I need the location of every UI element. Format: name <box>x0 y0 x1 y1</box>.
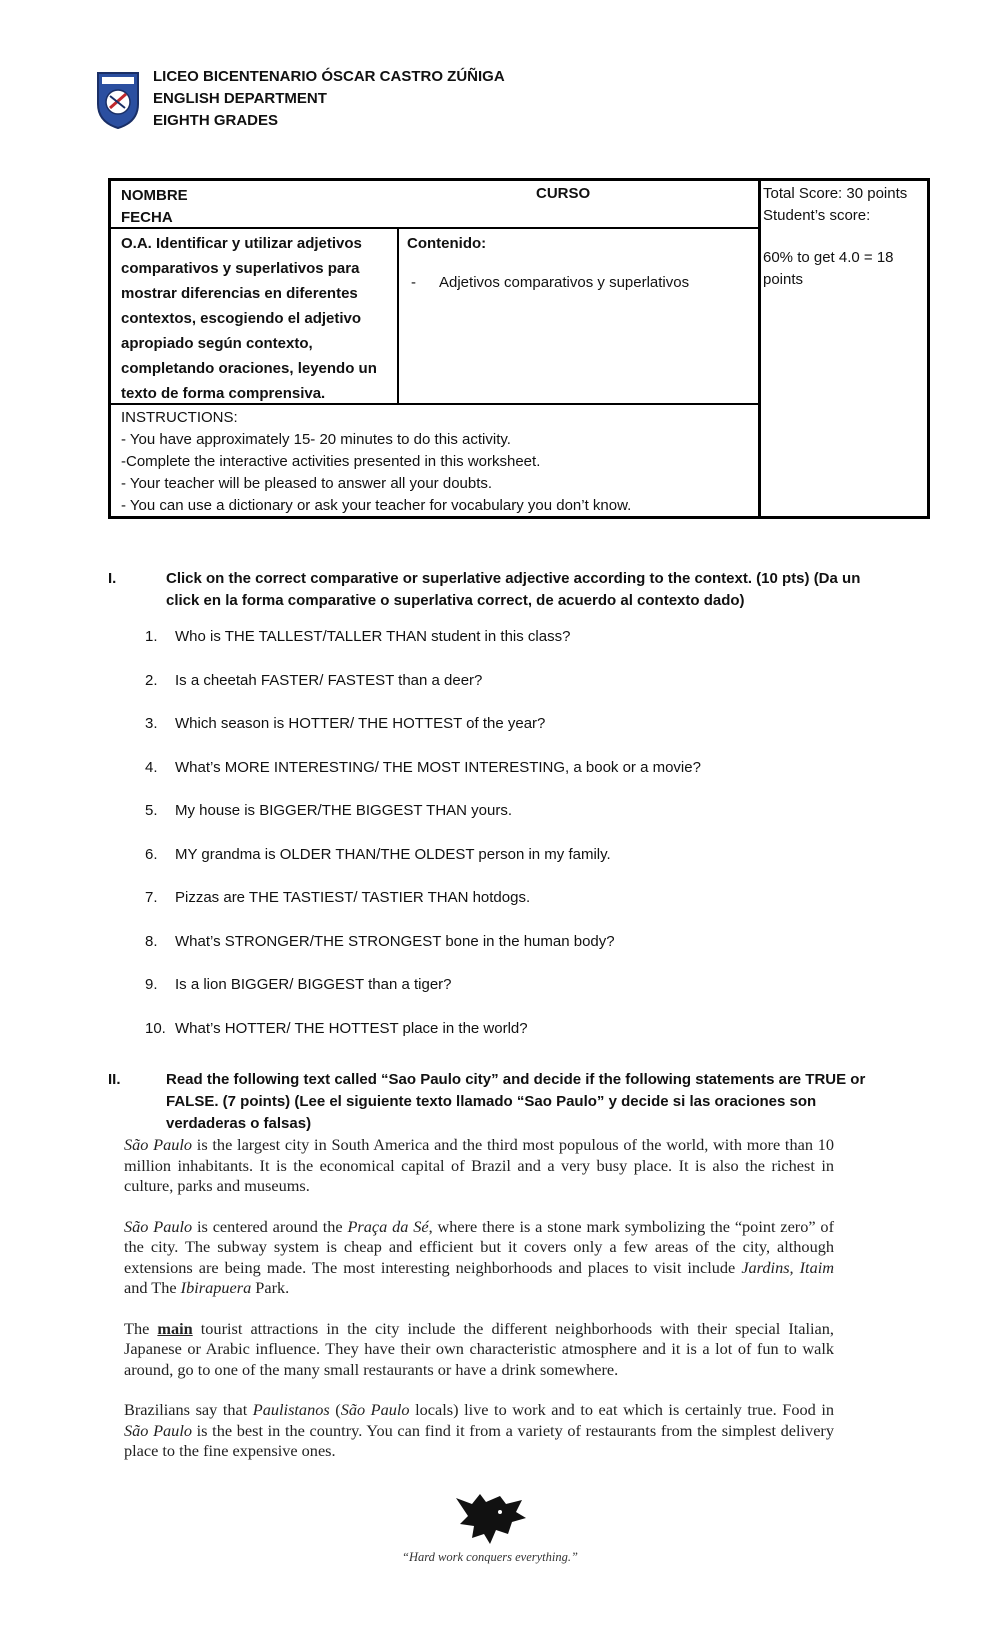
section-1-heading <box>108 568 888 612</box>
curso-label: CURSO <box>536 185 591 202</box>
question-text[interactable]: What’s STRONGER/THE STRONGEST bone in the human body? <box>175 932 615 950</box>
section-number: I. <box>108 570 117 587</box>
city-name: São Paulo <box>124 1135 193 1154</box>
question-item[interactable] <box>145 626 701 670</box>
total-score: Total Score: 30 points <box>763 185 908 202</box>
paragraph-text: tourist attractions in the city include the different neighborhoods with their special Italian, Japanese or Arabic influence. They have their own characteristic atmosphere and it is a lot of fun to walk around, go to one of the many small restaurants or have a drink somewhere. <box>124 1318 834 1379</box>
pass-requirement-unit: points <box>763 271 804 288</box>
instruction-line: - You have approximately 15- 20 minutes to do this activity. <box>121 431 511 448</box>
bullet-dash: - <box>411 274 416 291</box>
nombre-label: NOMBRE <box>121 187 188 204</box>
school-header <box>95 66 695 146</box>
table-divider <box>758 181 761 516</box>
question-number: 5. <box>145 802 158 819</box>
city-name: São Paulo <box>124 1420 192 1440</box>
question-text[interactable]: Pizzas are THE TASTIEST/ TASTIER THAN hotdogs. <box>175 889 531 906</box>
score-cell <box>763 183 928 291</box>
place-name: Praça da Sé <box>347 1216 429 1236</box>
question-text[interactable]: Is a lion BIGGER/ BIGGEST than a tiger? <box>175 976 452 993</box>
instructions-cell <box>121 407 751 517</box>
question-number: 2. <box>145 671 158 689</box>
content-cell <box>407 231 752 294</box>
school-crest-logo <box>95 70 141 130</box>
question-item[interactable] <box>145 931 701 975</box>
question-text[interactable]: My house is BIGGER/THE BIGGEST THAN yours. <box>175 802 513 819</box>
question-item[interactable] <box>145 844 701 888</box>
student-score: Student’s score: <box>763 207 871 224</box>
city-name: São Paulo <box>124 1216 193 1236</box>
question-number: 4. <box>145 758 158 776</box>
highlighted-word: main <box>157 1318 193 1338</box>
paragraph-text: , where there is a stone mark symbolizing the “point zero” of the city. The subway system is cheap and efficient but it covers only a few areas of the city, although extensions are being made. The most interesting neighborhoods and places to visit include <box>124 1216 834 1277</box>
question-item[interactable] <box>145 670 701 714</box>
fecha-label: FECHA <box>121 209 173 226</box>
paragraph-text: is the largest city in South America and the third most populous of the world, with more than 10 million inhabitants. It is the economical capital of Brazil and a very busy place. It is also the richest in culture, parks and museums. <box>124 1135 834 1195</box>
section-number: II. <box>108 1071 121 1088</box>
paragraph-text: ( <box>329 1400 341 1419</box>
question-item[interactable] <box>145 713 701 757</box>
reading-paragraph <box>124 1319 834 1381</box>
section-title: Click on the correct comparative or superlative adjective according to the context. (10 pts) (Da un click en la forma comparative o superlativa correct, de acuerdo al contexto dado) <box>166 570 861 609</box>
paragraph-text: and The <box>124 1278 181 1297</box>
question-number: 3. <box>145 715 158 732</box>
paragraph-text: Brazilians say that <box>124 1400 253 1419</box>
school-name: LICEO BICENTENARIO ÓSCAR CASTRO ZÚÑIGA <box>153 68 505 85</box>
footer-motto: “Hard work conquers everything.” <box>402 1550 578 1564</box>
question-text[interactable]: What’s HOTTER/ THE HOTTEST place in the world? <box>175 1019 528 1037</box>
instruction-line: -Complete the interactive activities presented in this worksheet. <box>121 453 541 470</box>
question-number: 8. <box>145 932 158 950</box>
question-text[interactable]: Which season is HOTTER/ THE HOTTEST of the year? <box>175 715 546 732</box>
demonym: Paulistanos <box>252 1400 330 1419</box>
place-name: Jardins, Itaim <box>741 1257 835 1277</box>
section-title: Read the following text called “Sao Paulo city” and decide if the following statements are TRUE or FALSE. (7 points) (Lee el siguiente texto llamado “Sao Paulo” y decide si las oraciones son verdaderas o falsas) <box>166 1071 866 1132</box>
table-divider <box>111 403 758 405</box>
city-name: São Paulo <box>340 1400 410 1419</box>
instruction-line: - Your teacher will be pleased to answer all your doubts. <box>121 475 493 492</box>
question-number: 9. <box>145 976 158 993</box>
question-item[interactable] <box>145 757 701 801</box>
question-number: 1. <box>145 628 158 645</box>
reading-paragraph <box>124 1135 834 1197</box>
paragraph-text: is centered around the <box>192 1216 348 1236</box>
section-2-heading <box>108 1069 888 1135</box>
paragraph-text: Park. <box>251 1278 290 1297</box>
place-name: Ibirapuera <box>180 1278 252 1297</box>
instructions-title: INSTRUCTIONS: <box>121 409 238 426</box>
student-info-table <box>108 178 930 519</box>
wolf-head-logo <box>450 1490 530 1548</box>
department-name: ENGLISH DEPARTMENT <box>153 90 327 107</box>
question-item[interactable] <box>145 800 701 844</box>
grade-level: EIGHTH GRADES <box>153 112 279 129</box>
name-date-cell <box>121 185 188 229</box>
reading-paragraph <box>124 1400 834 1462</box>
question-item[interactable] <box>145 1018 701 1062</box>
contenido-text: Adjetivos comparativos y superlativos <box>439 274 690 291</box>
paragraph-text: The <box>124 1318 158 1338</box>
question-text[interactable]: MY grandma is OLDER THAN/THE OLDEST person in my family. <box>175 845 611 863</box>
contenido-item <box>407 272 752 294</box>
question-item[interactable] <box>145 974 701 1018</box>
paragraph-text: locals) live to work and to eat which is certainly true. Food in <box>409 1400 834 1419</box>
instruction-line: - You can use a dictionary or ask your teacher for vocabulary you don’t know. <box>121 497 632 514</box>
question-number: 10. <box>145 1019 166 1037</box>
contenido-title: Contenido: <box>407 235 487 252</box>
reading-passage <box>124 1135 834 1482</box>
question-text[interactable]: Who is THE TALLEST/TALLER THAN student in this class? <box>175 628 571 645</box>
question-number: 6. <box>145 845 158 863</box>
pass-requirement: 60% to get 4.0 = 18 <box>763 249 894 266</box>
learning-objective: O.A. Identificar y utilizar adjetivos comparativos y superlativos para mostrar diferencias en diferentes contextos, escogiendo el adjetivo apropiado según contexto, completando oraciones, leyendo un texto de forma comprensiva. <box>121 235 377 402</box>
question-text[interactable]: Is a cheetah FASTER/ FASTEST than a deer? <box>175 671 483 689</box>
reading-paragraph <box>124 1217 834 1299</box>
question-item[interactable] <box>145 887 701 931</box>
table-divider <box>397 228 399 404</box>
question-list <box>145 626 701 1061</box>
table-divider <box>111 227 758 229</box>
paragraph-text: is the best in the country. You can find it from a variety of restaurants from the simplest delivery place to the fine expensive ones. <box>124 1420 834 1460</box>
question-text[interactable]: What’s MORE INTERESTING/ THE MOST INTERESTING, a book or a movie? <box>175 758 701 776</box>
question-number: 7. <box>145 889 158 906</box>
